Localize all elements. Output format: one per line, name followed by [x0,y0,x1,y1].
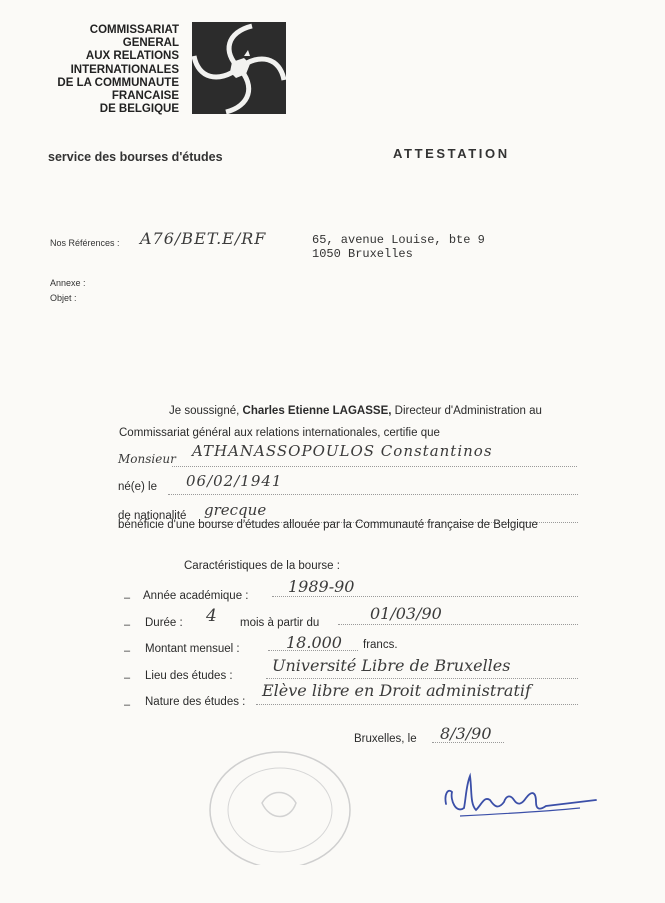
duration-dotted-line [338,624,578,625]
address-line-1: 65, avenue Louise, bte 9 [312,233,485,247]
year-dotted-line [272,596,578,597]
place-label: Lieu des études : [145,670,233,682]
start-date-handwritten: 01/03/90 [370,604,442,623]
bourse-heading: Caractéristiques de la bourse : [184,560,340,572]
dash-bullet: – [124,619,131,631]
service-label: service des bourses d'études [48,150,223,164]
date-dotted-line [432,742,504,743]
nature-dotted-line [256,704,578,705]
document-title: ATTESTATION [393,146,510,161]
amount-label: Montant mensuel : [145,643,240,655]
born-label: né(e) le [118,481,157,493]
intro-line-1: Je soussigné, Charles Etienne LAGASSE, Directeur d'Administration au [169,405,542,417]
signatory-name: Charles Etienne LAGASSE, [242,405,392,417]
intro-line-2: Commissariat général aux relations internationales, certifie que [119,427,440,439]
name-dotted-line [172,466,577,467]
year-label: Année académique : [143,590,249,602]
title-handwritten: Monsieur [118,452,176,466]
benefit-line: bénéficie d'une bourse d'études allouée par la Communauté française de Belgique [118,519,538,531]
city-label: Bruxelles, le [354,733,417,745]
references-value: A76/BET.E/RF [140,229,267,248]
address-line-2: 1050 Bruxelles [312,247,413,261]
references-label: Nos Références : [50,238,120,248]
amount-dotted-line [268,650,358,651]
official-stamp-icon [200,745,370,865]
nationality-handwritten: grecque [204,501,267,519]
place-dotted-line [266,678,578,679]
organisation-name: COMMISSARIAT GENERAL AUX RELATIONS INTERNATIONALES DE LA COMMUNAUTE FRANCAISE DE BELGIQUE [57,24,179,116]
currency-label: francs. [363,639,398,651]
name-handwritten: ATHANASSOPOULOS Constantinos [192,442,493,460]
signature-icon [440,770,600,830]
nature-label: Nature des études : [145,696,246,708]
date-handwritten: 8/3/90 [440,724,492,743]
born-dotted-line [168,494,578,495]
dash-bullet: – [124,699,131,711]
place-handwritten: Université Libre de Bruxelles [272,656,511,675]
annexe-label: Annexe : [50,278,86,288]
dash-bullet: – [124,672,131,684]
duration-label: Durée : [145,617,183,629]
born-handwritten: 06/02/1941 [186,472,283,490]
dash-bullet: – [124,645,131,657]
objet-label: Objet : [50,293,77,303]
amount-handwritten: 18.000 [286,633,342,652]
nationality-label: de nationalité [118,510,187,522]
nature-handwritten: Elève libre en Droit administratif [262,681,531,700]
duration-handwritten: 4 [206,606,217,626]
dash-bullet: – [124,592,131,604]
year-handwritten: 1989-90 [288,577,355,596]
rooster-logo-icon [192,22,286,114]
months-label: mois à partir du [240,617,320,629]
